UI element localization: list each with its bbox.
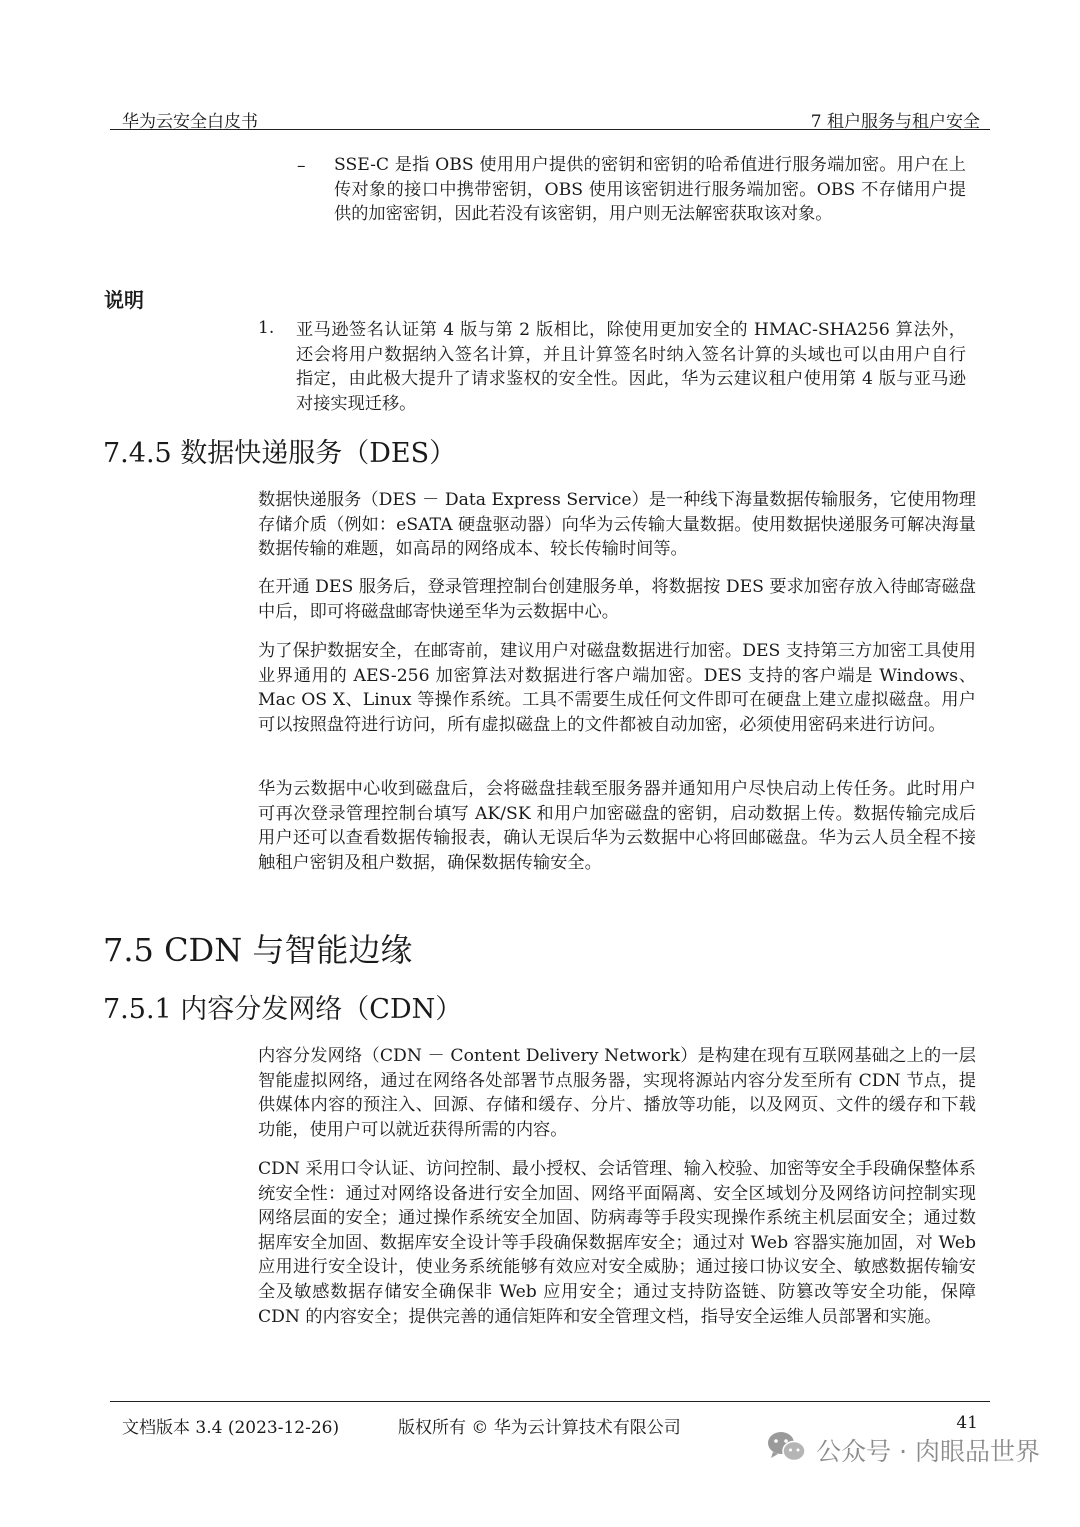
header-chapter-title: 7 租户服务与租户安全 [810, 112, 980, 132]
footer-divider [110, 1401, 990, 1402]
section-745-paragraph: 为了保护数据安全，在邮寄前，建议用户对磁盘数据进行加密。DES 支持第三方加密工具使用业界通用的 AES-256 加密算法对数据进行客户端加密。DES 支持的客户端是 Windows、Mac OS X、Linux 等操作系统。工具不需要生成任何文件即可在硬盘上建立虚拟磁盘。用户可以按照盘符进行访问，所有虚拟磁盘上的文件都被自动加密，必须使用密码来进行访问。 [258, 641, 976, 735]
note-item-number: 1. [258, 318, 275, 338]
note-title: 说明 [104, 288, 144, 312]
section-745-heading: 7.4.5 数据快递服务（DES） [103, 438, 457, 469]
footer-copyright: 版权所有 © 华为云计算技术有限公司 [398, 1418, 681, 1438]
section-745-paragraph: 数据快递服务（DES － Data Express Service）是一种线下海量数据传输服务，它使用物理存储介质（例如：eSATA 硬盘驱动器）向华为云传输大量数据。使用数据快递服务可解决海量数据传输的难题，如高昂的网络成本、较长传输时间等。 [258, 490, 976, 560]
header-doc-title: 华为云安全白皮书 [122, 112, 258, 132]
header-divider [110, 129, 990, 130]
bullet-marker: – [297, 156, 306, 176]
watermark-text: 公众号 · 肉眼品世界 [816, 1437, 1040, 1466]
footer-version: 文档版本 3.4 (2023-12-26) [122, 1418, 340, 1438]
watermark [766, 1430, 1040, 1470]
footer-page-number: 41 [956, 1413, 978, 1433]
section-751-heading: 7.5.1 内容分发网络（CDN） [103, 994, 463, 1025]
section-751-paragraph: 内容分发网络（CDN － Content Delivery Network）是构建在现有互联网基础之上的一层智能虚拟网络，通过在网络各处部署节点服务器，实现将源站内容分发至所有 CDN 节点，提供媒体内容的预注入、回源、存储和缓存、分片、播放等功能，以及网页、文件的缓存和下载功能，使用户可以就近获得所需的内容。 [258, 1046, 976, 1140]
note-item-text: 亚马逊签名认证第 4 版与第 2 版相比，除使用更加安全的 HMAC-SHA256 算法外，还会将用户数据纳入签名计算，并且计算签名时纳入签名计算的头域也可以由用户自行指定，由此极大提升了请求鉴权的安全性。因此，华为云建议租户使用第 4 版与亚马逊对接实现迁移。 [296, 320, 966, 414]
bullet-text: SSE-C 是指 OBS 使用用户提供的密钥和密钥的哈希值进行服务端加密。用户在上传对象的接口中携带密钥，OBS 使用该密钥进行服务端加密。OBS 不存储用户提供的加密密钥，因此若没有该密钥，用户则无法解密获取该对象。 [334, 155, 966, 225]
section-75-heading: 7.5 CDN 与智能边缘 [103, 931, 413, 969]
section-745-paragraph: 在开通 DES 服务后，登录管理控制台创建服务单，将数据按 DES 要求加密存放入待邮寄磁盘中后，即可将磁盘邮寄快递至华为云数据中心。 [258, 577, 976, 622]
section-745-paragraph: 华为云数据中心收到磁盘后，会将磁盘挂载至服务器并通知用户尽快启动上传任务。此时用户可再次登录管理控制台填写 AK/SK 和用户加密磁盘的密钥，启动数据上传。数据传输完成后用户还可以查看数据传输报表，确认无误后华为云数据中心将回邮磁盘。华为云人员全程不接触租户密钥及租户数据，确保数据传输安全。 [258, 779, 976, 873]
section-751-paragraph: CDN 采用口令认证、访问控制、最小授权、会话管理、输入校验、加密等安全手段确保整体系统安全性：通过对网络设备进行安全加固、网络平面隔离、安全区域划分及网络访问控制实现网络层面的安全；通过操作系统安全加固、防病毒等手段实现操作系统主机层面安全；通过数据库安全加固、数据库安全设计等手段确保数据库安全；通过对 Web 容器实施加固，对 Web 应用进行安全设计，使业务系统能够有效应对安全威胁；通过接口协议安全、敏感数据传输安全及敏感数据存储安全确保非 Web 应用安全；通过支持防盗链、防篡改等安全功能，保障 CDN 的内容安全；提供完善的通信矩阵和安全管理文档，指导安全运维人员部署和实施。 [258, 1159, 976, 1327]
wechat-icon [766, 1430, 808, 1470]
